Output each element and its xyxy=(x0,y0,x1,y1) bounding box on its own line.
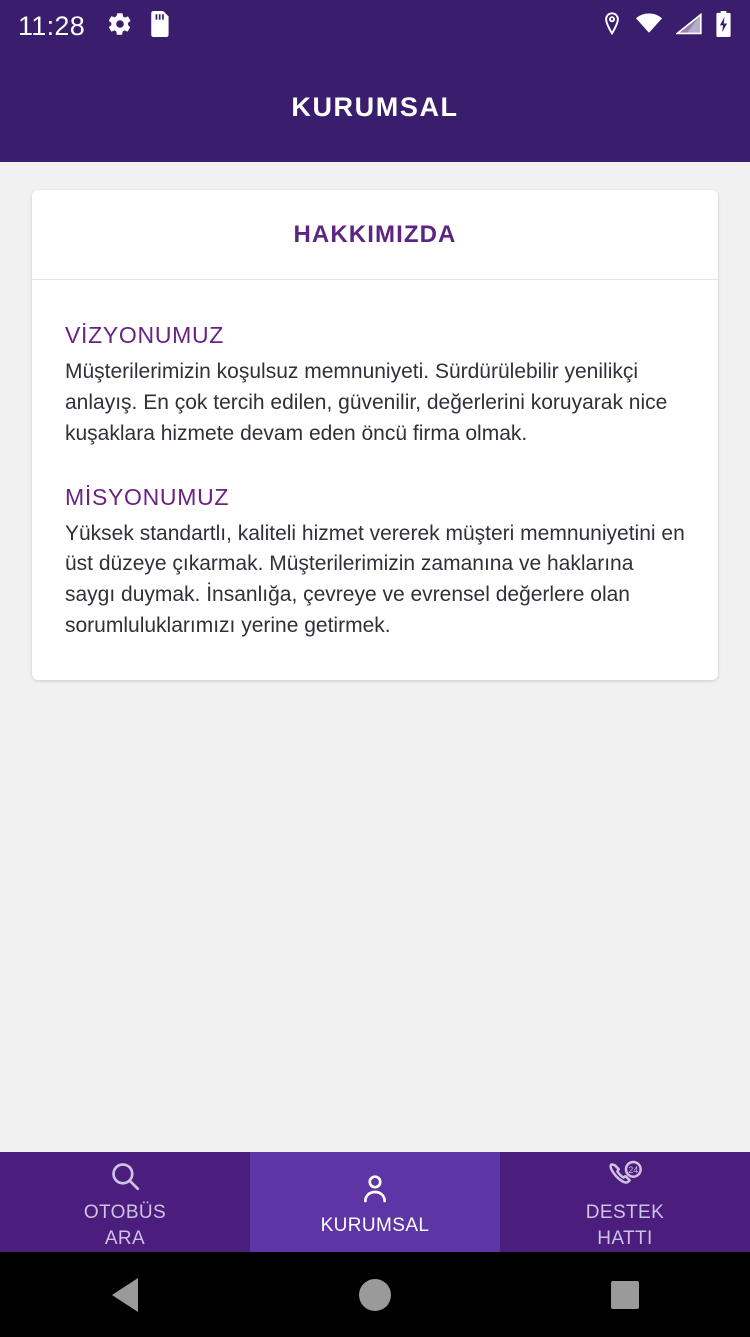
status-right-icons xyxy=(602,11,732,42)
system-navigation-bar xyxy=(0,1252,750,1337)
vision-title: VİZYONUMUZ xyxy=(65,322,225,348)
bottom-navigation xyxy=(0,1152,750,1252)
nav-item-destek-hatti[interactable] xyxy=(500,1152,750,1252)
mission-title: MİSYONUMUZ xyxy=(65,483,230,510)
page-title: KURUMSAL xyxy=(291,91,459,122)
nav-label-line1: DESTEK xyxy=(585,1202,665,1224)
recents-square-icon xyxy=(611,1281,639,1309)
recents-button[interactable] xyxy=(565,1281,685,1309)
home-button[interactable] xyxy=(315,1279,435,1311)
battery-charging-icon xyxy=(715,11,732,42)
status-clock: 11:28 xyxy=(18,10,86,41)
status-bar xyxy=(0,0,750,52)
back-button[interactable] xyxy=(65,1278,185,1312)
gear-icon xyxy=(107,11,133,42)
nav-label-line1: OTOBÜS xyxy=(83,1202,167,1224)
person-icon xyxy=(358,1169,392,1209)
search-icon xyxy=(108,1156,142,1196)
cellular-signal-icon xyxy=(676,13,702,40)
nav-item-otobus-ara-label xyxy=(84,1200,166,1251)
wifi-icon xyxy=(635,13,663,40)
status-left-icons xyxy=(107,11,173,42)
nav-item-destek-hatti-label xyxy=(586,1200,664,1251)
about-card xyxy=(32,190,718,680)
vision-text: Müşterilerimizin koşulsuz memnuniyeti. Sürdürülebilir yenilikçi anlayış. En çok tercih edilen, güvenilir, değerlerini koruyarak nice kuşaklara hizmete devam eden öncü firma olmak. xyxy=(65,360,668,445)
nav-item-kurumsal[interactable] xyxy=(250,1152,500,1252)
home-circle-icon xyxy=(359,1279,391,1311)
nav-label-line2: HATTI xyxy=(597,1228,653,1249)
app-bar xyxy=(0,52,750,162)
location-icon xyxy=(602,12,622,41)
support-24-phone-icon xyxy=(607,1156,643,1196)
mission-section xyxy=(65,484,685,642)
vision-section xyxy=(65,322,685,450)
about-card-header xyxy=(32,190,718,280)
mission-text: Yüksek standartlı, kaliteli hizmet vererek müşteri memnuniyetini en üst düzeye çıkarmak. Müşterilerimizin zamanına ve haklarına saygı duymak. İnsanlığa, çevreye ve evrensel değerlere olan sorumluluklarımızı yerine getirmek. xyxy=(65,521,685,638)
about-card-body xyxy=(32,280,718,680)
nav-item-otobus-ara[interactable] xyxy=(0,1152,250,1252)
sd-card-icon xyxy=(149,11,173,42)
svg-text:24: 24 xyxy=(628,1165,639,1176)
content-area xyxy=(0,162,750,1152)
nav-item-kurumsal-label: KURUMSAL xyxy=(320,1215,430,1237)
nav-label-line2: ARA xyxy=(104,1228,146,1249)
back-triangle-icon xyxy=(112,1278,138,1312)
about-card-title: HAKKIMIZDA xyxy=(293,220,457,248)
